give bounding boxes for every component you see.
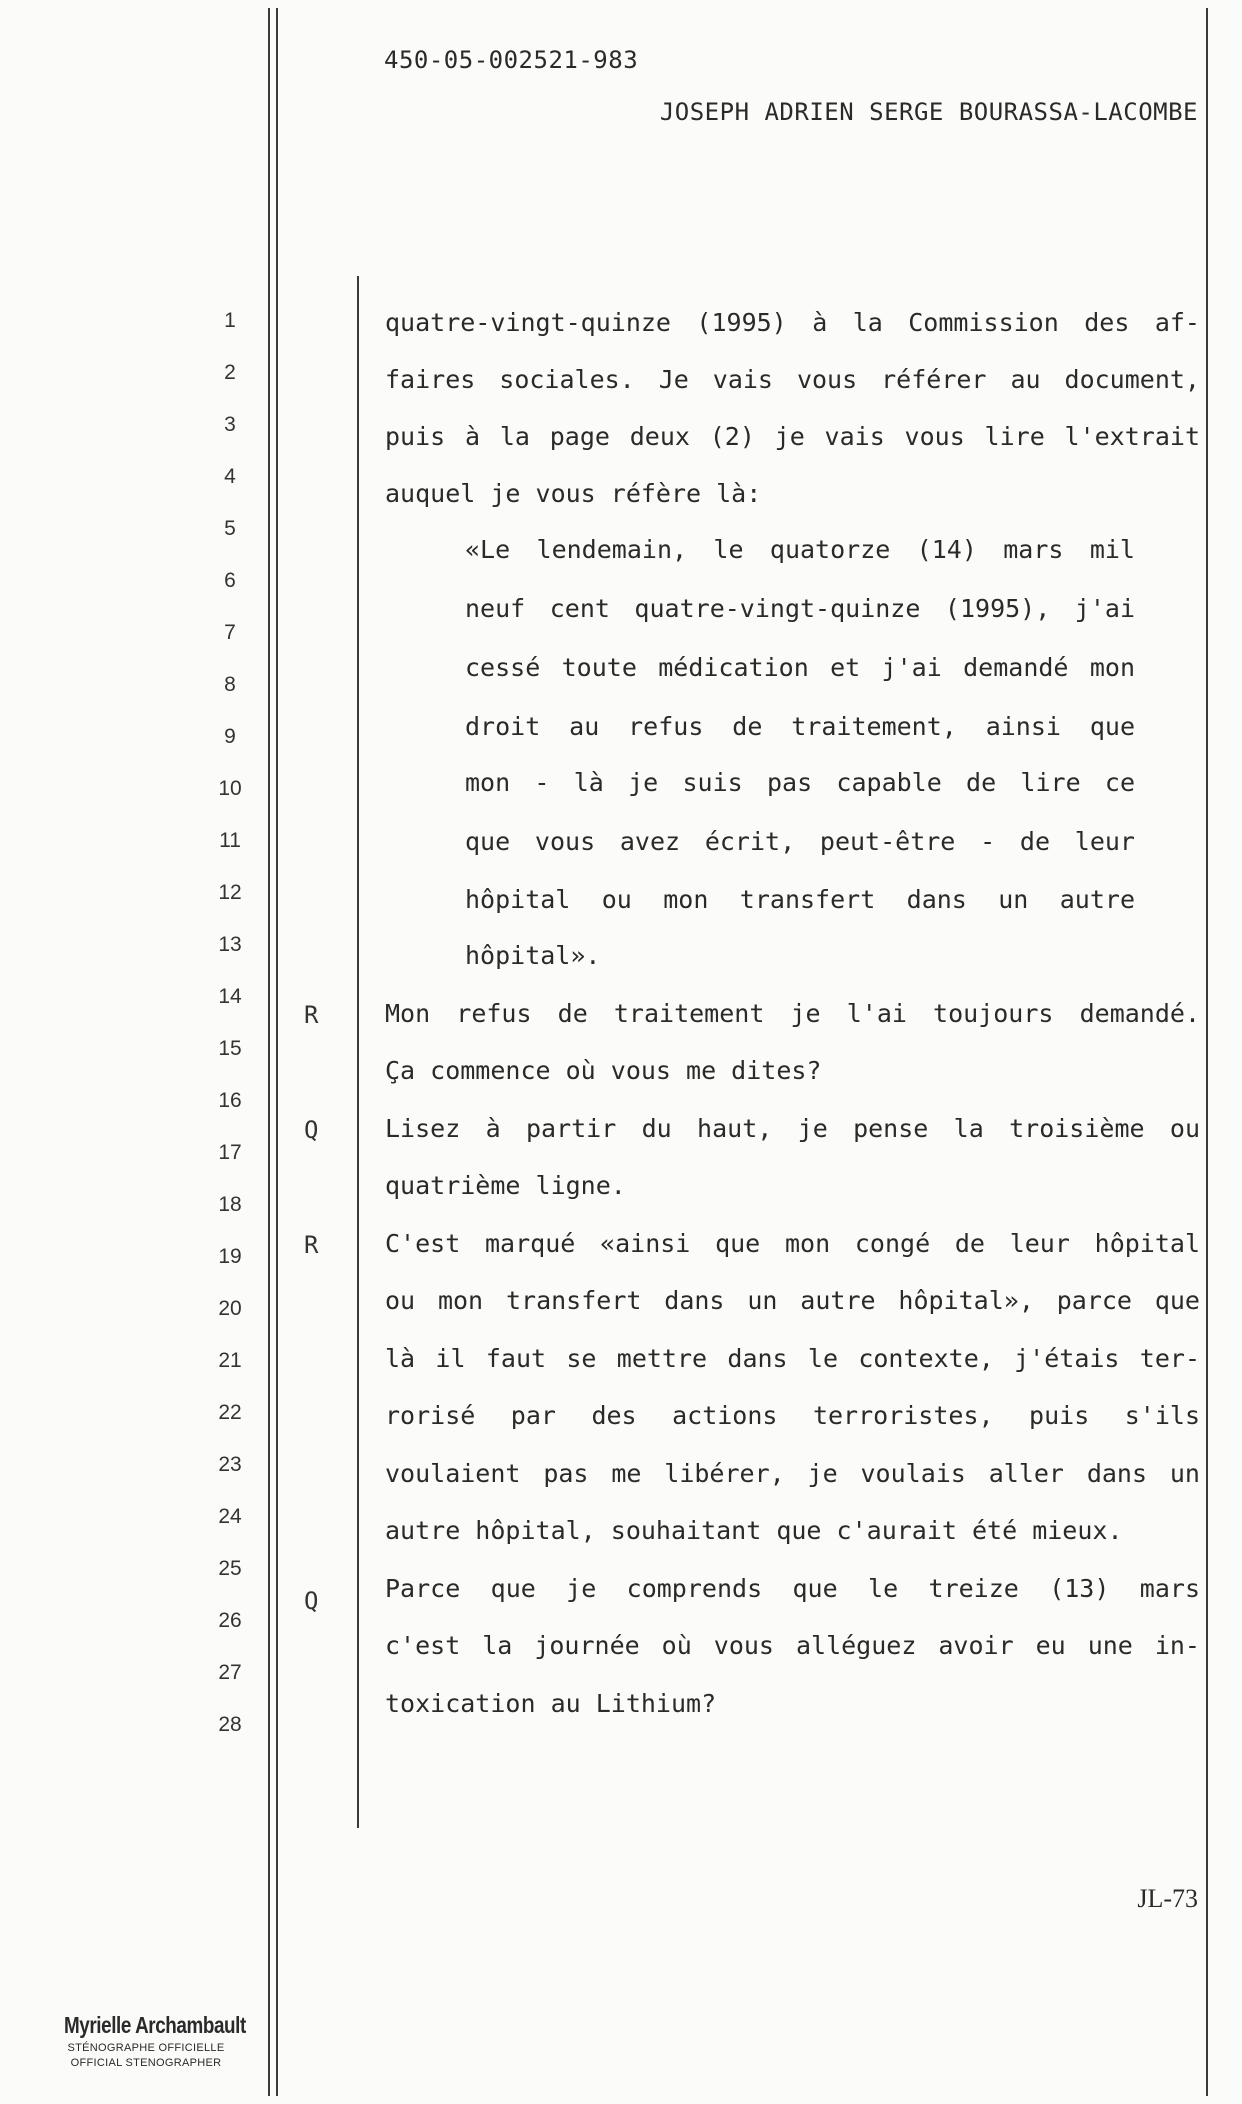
transcript-line: toxication au Lithium?	[385, 1689, 717, 1718]
transcript-line: puis à la page deux (2) je vais vous lire l'extrait	[385, 422, 1200, 451]
quoted-line: que vous avez écrit, peut-être - de leur	[465, 827, 1135, 856]
line-number: 5	[224, 517, 236, 540]
transcript-line: Ça commence où vous me dites?	[385, 1056, 822, 1085]
quoted-line: droit au refus de traitement, ainsi que	[465, 712, 1135, 741]
line-number: 28	[218, 1713, 242, 1736]
line-number: 2	[224, 361, 236, 384]
file-number: 450-05-002521-983	[384, 46, 639, 74]
line-number: 4	[224, 465, 236, 488]
stenographer-title-en: OFFICIAL STENOGRAPHER	[70, 2057, 222, 2069]
line-number: 7	[224, 621, 236, 644]
line-number: 15	[218, 1037, 242, 1060]
line-number: 6	[224, 569, 236, 592]
line-number: 10	[218, 777, 242, 800]
quoted-line: hôpital».	[465, 941, 601, 970]
transcript-line: rorisé par des actions terroristes, puis s'ils	[385, 1401, 1200, 1430]
transcript-line: là il faut se mettre dans le contexte, j'étais ter-	[385, 1344, 1200, 1373]
line-number: 26	[218, 1609, 242, 1632]
line-number: 27	[218, 1661, 242, 1684]
quoted-line: cessé toute médication et j'ai demandé mon	[465, 653, 1135, 682]
transcript-line: autre hôpital, souhaitant que c'aurait été mieux.	[385, 1516, 1123, 1545]
line-number: 12	[218, 881, 242, 904]
witness-name: JOSEPH ADRIEN SERGE BOURASSA-LACOMBE	[659, 98, 1198, 126]
quoted-line: mon - là je suis pas capable de lire ce	[465, 768, 1135, 797]
line-number: 9	[224, 725, 236, 748]
transcript-line: quatrième ligne.	[385, 1171, 626, 1200]
quoted-line: neuf cent quatre-vingt-quinze (1995), j'ai	[465, 594, 1135, 623]
transcript-line: c'est la journée où vous alléguez avoir eu une in-	[385, 1631, 1200, 1660]
quoted-line: «Le lendemain, le quatorze (14) mars mil	[465, 535, 1135, 564]
line-number: 1	[224, 309, 236, 332]
transcript-line: ou mon transfert dans un autre hôpital», parce que	[385, 1286, 1200, 1315]
stenographer-title-fr: STÉNOGRAPHE OFFICIELLE	[67, 2042, 225, 2054]
line-number: 14	[218, 985, 242, 1008]
transcript-line: faires sociales. Je vais vous référer au document,	[385, 365, 1200, 394]
transcript-line: voulaient pas me libérer, je voulais aller dans un	[385, 1459, 1200, 1488]
line-number: 11	[219, 829, 241, 852]
stenographer-stamp	[46, 2012, 246, 2069]
speaker-marker-answer: R	[304, 1001, 319, 1029]
stenographer-name: Myrielle Archambault	[64, 2012, 246, 2038]
line-number: 8	[224, 673, 236, 696]
left-margin-rule-outer	[268, 8, 270, 2096]
quoted-line: hôpital ou mon transfert dans un autre	[465, 885, 1135, 914]
speaker-column-rule	[357, 276, 359, 1828]
page-number: JL-73	[1137, 1884, 1198, 1913]
line-number: 21	[218, 1349, 242, 1372]
line-number: 13	[218, 933, 242, 956]
right-margin-rule	[1206, 8, 1208, 2096]
left-margin-rule-inner	[276, 8, 278, 2096]
line-number: 16	[218, 1089, 242, 1112]
speaker-marker-question: Q	[304, 1587, 319, 1615]
transcript-line: quatre-vingt-quinze (1995) à la Commission des af-	[385, 308, 1200, 337]
line-number: 18	[218, 1193, 242, 1216]
line-number: 23	[218, 1453, 242, 1476]
line-number: 19	[218, 1245, 242, 1268]
speaker-marker-question: Q	[304, 1116, 319, 1144]
line-number: 24	[218, 1505, 242, 1528]
line-number: 20	[218, 1297, 242, 1320]
line-number: 22	[218, 1401, 242, 1424]
transcript-line: C'est marqué «ainsi que mon congé de leur hôpital	[385, 1229, 1200, 1258]
line-number: 17	[218, 1141, 242, 1164]
transcript-line: Mon refus de traitement je l'ai toujours demandé.	[385, 999, 1200, 1028]
speaker-marker-answer: R	[304, 1231, 319, 1259]
line-number: 25	[218, 1557, 242, 1580]
transcript-line: Parce que je comprends que le treize (13) mars	[385, 1574, 1200, 1603]
transcript-line: auquel je vous réfère là:	[385, 479, 762, 508]
transcript-line: Lisez à partir du haut, je pense la troisième ou	[385, 1114, 1200, 1143]
line-number: 3	[224, 413, 236, 436]
